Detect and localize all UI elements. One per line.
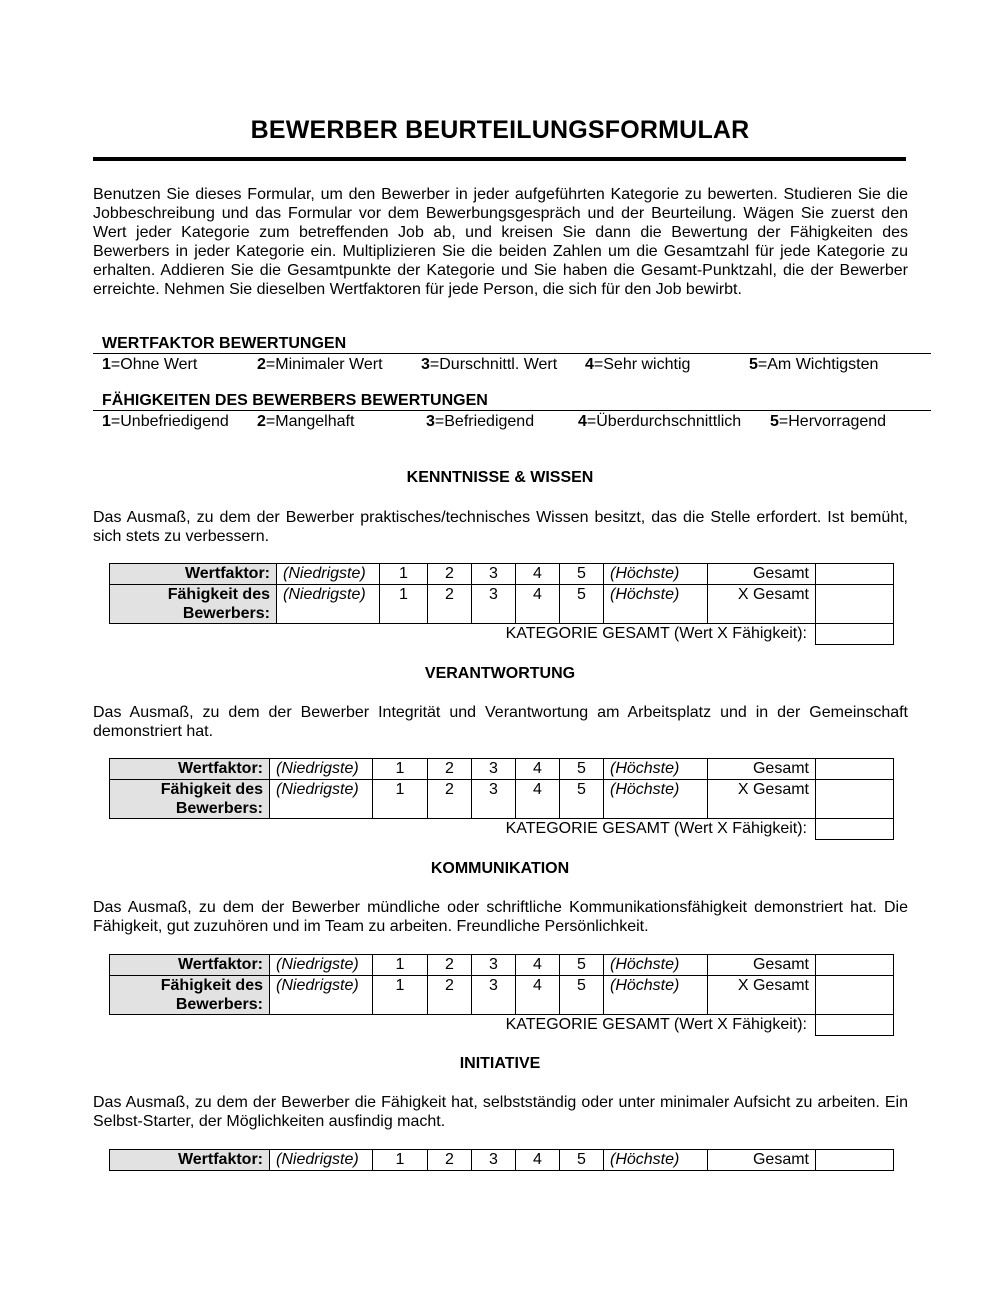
faehigkeit-label: Fähigkeit des Bewerbers: bbox=[110, 780, 270, 819]
hoechste-label: (Höchste) bbox=[604, 585, 708, 624]
rating-option-5[interactable]: 5 bbox=[560, 564, 604, 585]
rating-option-2[interactable]: 2 bbox=[428, 780, 472, 819]
rating-option-4[interactable]: 4 bbox=[516, 759, 560, 780]
faehigkeit-scale-item: 2=Mangelhaft bbox=[257, 413, 355, 430]
rating-option-5[interactable]: 5 bbox=[560, 976, 604, 1015]
x-gesamt-field[interactable] bbox=[816, 780, 894, 819]
faehigkeit-scale-item: 3=Befriedigend bbox=[426, 413, 535, 430]
wertfaktor-label: Wertfaktor: bbox=[110, 955, 270, 976]
hoechste-label: (Höchste) bbox=[604, 955, 708, 976]
faehigkeit-scale-item: 5=Hervorragend bbox=[770, 413, 887, 430]
wertfaktor-scale-item: 5=Am Wichtigsten bbox=[749, 356, 879, 373]
page-title: BEWERBER BEURTEILUNGSFORMULAR bbox=[250, 116, 750, 144]
gesamt-label: Gesamt bbox=[708, 955, 816, 976]
intro-paragraph: Benutzen Sie dieses Formular, um den Bewerber in jeder aufgeführten Kategorie zu bewerten. Studieren Sie die Jobbeschreibung und das Formular vor dem Bewerbungsgespräch und der Beurteilung. Wägen Sie zuerst den Wert jeder Kategorie zum betreffenden Job ab, und kreisen Sie dann die Bewertung der Fähigkeiten des Bewerbers in jeder Kategorie ein. Multiplizieren Sie die beiden Zahlen um die Gesamtzahl für jede Kategorie zu erhalten. Addieren Sie die Gesamtpunkte der Kategorie und Sie haben die Gesamt-Punktzahl, die der Bewerber erreichte. Nehmen Sie dieselben Wertfaktoren für jede Person, die sich für den Job bewirbt. bbox=[93, 186, 908, 298]
rating-option-1[interactable]: 1 bbox=[373, 955, 428, 976]
rating-option-3[interactable]: 3 bbox=[472, 976, 516, 1015]
faehigkeit-scale-rule bbox=[93, 410, 931, 411]
niedrigste-label: (Niedrigste) bbox=[270, 955, 373, 976]
rating-table-kenntnisse bbox=[109, 563, 894, 645]
rating-option-2[interactable]: 2 bbox=[428, 585, 472, 624]
wertfaktor-scale-row bbox=[0, 356, 1000, 376]
gesamt-field[interactable] bbox=[816, 564, 894, 585]
kategorie-gesamt-field[interactable] bbox=[816, 819, 894, 840]
faehigkeit-scale-item: 1=Unbefriedigend bbox=[102, 413, 229, 430]
wertfaktor-label: Wertfaktor: bbox=[110, 1150, 270, 1171]
rating-option-5[interactable]: 5 bbox=[560, 1150, 604, 1171]
x-gesamt-label: X Gesamt bbox=[708, 780, 816, 819]
niedrigste-label: (Niedrigste) bbox=[270, 1150, 373, 1171]
wertfaktor-scale-item: 1=Ohne Wert bbox=[102, 356, 198, 373]
x-gesamt-label: X Gesamt bbox=[708, 976, 816, 1015]
rating-option-3[interactable]: 3 bbox=[472, 1150, 516, 1171]
rating-option-1[interactable]: 1 bbox=[373, 759, 428, 780]
faehigkeit-scale-row bbox=[0, 413, 1000, 433]
gesamt-label: Gesamt bbox=[708, 759, 816, 780]
gesamt-field[interactable] bbox=[816, 1150, 894, 1171]
hoechste-label: (Höchste) bbox=[604, 780, 708, 819]
kategorie-gesamt-field[interactable] bbox=[816, 1015, 894, 1036]
wertfaktor-scale-item: 4=Sehr wichtig bbox=[585, 356, 691, 373]
kategorie-gesamt-field[interactable] bbox=[816, 624, 894, 645]
kategorie-gesamt-label: KATEGORIE GESAMT (Wert X Fähigkeit): bbox=[505, 625, 807, 642]
wertfaktor-scale-heading: WERTFAKTOR BEWERTUNGEN bbox=[102, 335, 347, 352]
rating-option-3[interactable]: 3 bbox=[472, 585, 516, 624]
rating-option-1[interactable]: 1 bbox=[373, 1150, 428, 1171]
x-gesamt-field[interactable] bbox=[816, 976, 894, 1015]
faehigkeit-label: Fähigkeit des Bewerbers: bbox=[110, 976, 270, 1015]
niedrigste-label: (Niedrigste) bbox=[270, 780, 373, 819]
rating-option-4[interactable]: 4 bbox=[516, 585, 560, 624]
section-title-verantwortung: VERANTWORTUNG bbox=[424, 665, 576, 682]
rating-option-1[interactable]: 1 bbox=[380, 585, 428, 624]
rating-option-4[interactable]: 4 bbox=[516, 976, 560, 1015]
section-title-kommunikation: KOMMUNIKATION bbox=[430, 860, 570, 877]
x-gesamt-field[interactable] bbox=[816, 585, 894, 624]
wertfaktor-scale-item: 3=Durschnittl. Wert bbox=[421, 356, 558, 373]
niedrigste-label: (Niedrigste) bbox=[277, 585, 380, 624]
section-title-initiative: INITIATIVE bbox=[459, 1055, 541, 1072]
rating-option-2[interactable]: 2 bbox=[428, 955, 472, 976]
wertfaktor-label: Wertfaktor: bbox=[110, 759, 270, 780]
rating-option-5[interactable]: 5 bbox=[560, 780, 604, 819]
rating-option-2[interactable]: 2 bbox=[428, 976, 472, 1015]
hoechste-label: (Höchste) bbox=[604, 1150, 708, 1171]
rating-option-4[interactable]: 4 bbox=[516, 955, 560, 976]
rating-option-5[interactable]: 5 bbox=[560, 759, 604, 780]
kategorie-gesamt-label: KATEGORIE GESAMT (Wert X Fähigkeit): bbox=[505, 1016, 807, 1033]
rating-option-2[interactable]: 2 bbox=[428, 564, 472, 585]
niedrigste-label: (Niedrigste) bbox=[270, 759, 373, 780]
faehigkeit-scale-heading: FÄHIGKEITEN DES BEWERBERS BEWERTUNGEN bbox=[102, 392, 488, 409]
rating-option-1[interactable]: 1 bbox=[380, 564, 428, 585]
gesamt-label: Gesamt bbox=[708, 564, 816, 585]
hoechste-label: (Höchste) bbox=[604, 759, 708, 780]
rating-option-3[interactable]: 3 bbox=[472, 759, 516, 780]
gesamt-label: Gesamt bbox=[708, 1150, 816, 1171]
rating-option-5[interactable]: 5 bbox=[560, 955, 604, 976]
rating-table-verantwortung bbox=[109, 758, 894, 840]
rating-option-3[interactable]: 3 bbox=[472, 780, 516, 819]
section-desc-kenntnisse: Das Ausmaß, zu dem der Bewerber praktisches/technisches Wissen besitzt, das die Stelle erfordert. Ist bemüht, sich stets zu verbessern. bbox=[93, 509, 908, 545]
rating-option-2[interactable]: 2 bbox=[428, 759, 472, 780]
faehigkeit-scale-item: 4=Überdurchschnittlich bbox=[578, 413, 742, 430]
niedrigste-label: (Niedrigste) bbox=[270, 976, 373, 1015]
x-gesamt-label: X Gesamt bbox=[708, 585, 816, 624]
section-desc-initiative: Das Ausmaß, zu dem der Bewerber die Fähigkeit hat, selbstständig oder unter minimaler Aufsicht zu arbeiten. Ein Selbst-Starter, der Möglichkeiten ausfindig macht. bbox=[93, 1094, 908, 1130]
rating-option-4[interactable]: 4 bbox=[516, 564, 560, 585]
section-title-kenntnisse: KENNTNISSE & WISSEN bbox=[406, 469, 594, 486]
wertfaktor-scale-item: 2=Minimaler Wert bbox=[257, 356, 383, 373]
rating-option-5[interactable]: 5 bbox=[560, 585, 604, 624]
title-divider bbox=[93, 157, 906, 161]
rating-option-1[interactable]: 1 bbox=[373, 780, 428, 819]
kategorie-gesamt-label: KATEGORIE GESAMT (Wert X Fähigkeit): bbox=[505, 820, 807, 837]
section-desc-kommunikation: Das Ausmaß, zu dem der Bewerber mündliche oder schriftliche Kommunikationsfähigkeit demonstriert hat. Die Fähigkeit, gut zuzuhören und im Team zu arbeiten. Freundliche Persönlichkeit. bbox=[93, 899, 908, 935]
rating-table-kommunikation bbox=[109, 954, 894, 1036]
hoechste-label: (Höchste) bbox=[604, 564, 708, 585]
faehigkeit-label: Fähigkeit des Bewerbers: bbox=[110, 585, 277, 624]
rating-option-3[interactable]: 3 bbox=[472, 955, 516, 976]
gesamt-field[interactable] bbox=[816, 955, 894, 976]
rating-option-4[interactable]: 4 bbox=[516, 1150, 560, 1171]
rating-option-1[interactable]: 1 bbox=[373, 976, 428, 1015]
hoechste-label: (Höchste) bbox=[604, 976, 708, 1015]
rating-option-4[interactable]: 4 bbox=[516, 780, 560, 819]
rating-option-2[interactable]: 2 bbox=[428, 1150, 472, 1171]
wertfaktor-scale-rule bbox=[93, 353, 931, 354]
section-desc-verantwortung: Das Ausmaß, zu dem der Bewerber Integrität und Verantwortung am Arbeitsplatz und in der Gemeinschaft demonstriert hat. bbox=[93, 704, 908, 740]
niedrigste-label: (Niedrigste) bbox=[277, 564, 380, 585]
rating-option-3[interactable]: 3 bbox=[472, 564, 516, 585]
wertfaktor-label: Wertfaktor: bbox=[110, 564, 277, 585]
rating-table-initiative bbox=[109, 1149, 894, 1171]
gesamt-field[interactable] bbox=[816, 759, 894, 780]
